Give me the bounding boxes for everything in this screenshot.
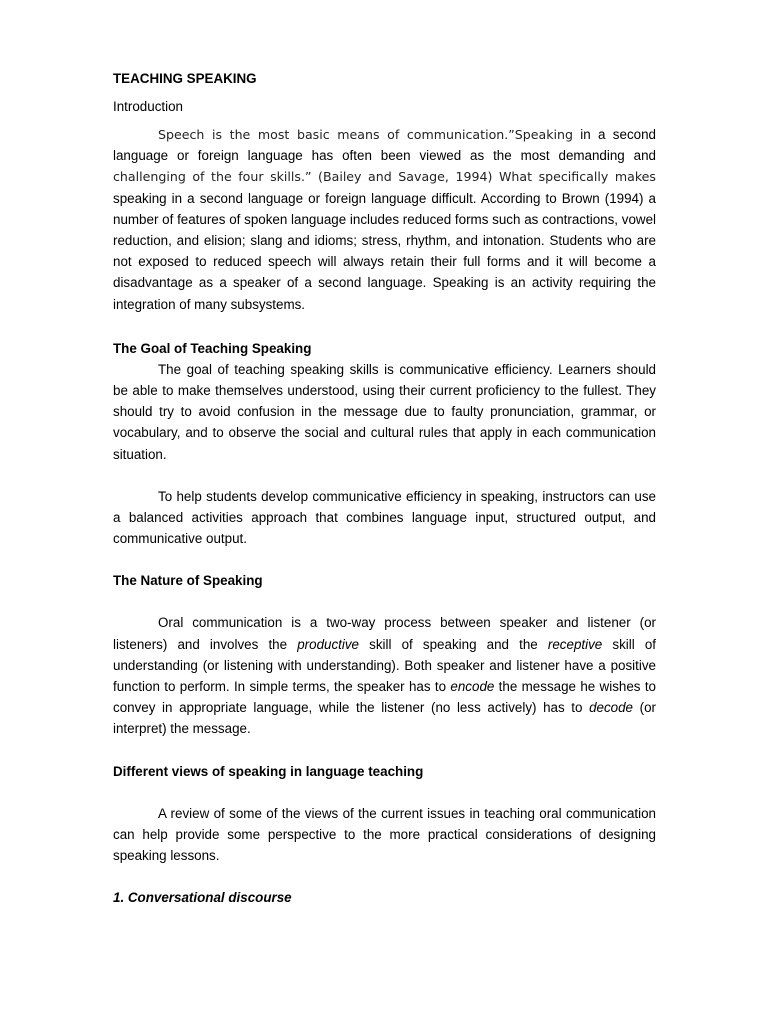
goal-paragraph-1: The goal of teaching speaking skills is communicative efficiency. Learners should be able to make themselves understood, using their current proficiency to the fullest. They should try to avoid confusion in the message due to faulty pronunciation, grammar, or vocabulary, and to observe the social and cultural rules that apply in each communication situation. [113, 361, 656, 462]
nature-text-2: skill of speaking and the [359, 636, 548, 652]
conversational-discourse-subheading: 1. Conversational discourse [113, 890, 292, 906]
nature-text-3: skill of understanding (or listening with understanding). Both speaker and listener have a positive function to perform. In simple terms, the speaker has to [113, 636, 656, 695]
intro-text-part4: speaking in a second language or foreign language difficult. According to Brown (1994) a number of features of spoken language includes reduced forms such as contractions, vowel reduction, and elision; slang and idioms; stress, rhythm, and intonation. Students who are not exposed to reduced speech will always retain their full forms and it will become a disadvantage as a speaker of a second language. Speaking is an activity requiring the integration of many subsystems. [113, 190, 656, 312]
views-heading: Different views of speaking in language teaching [113, 763, 424, 779]
nature-text-5: (or interpret) the message. [113, 700, 656, 737]
term-productive: productive [297, 636, 360, 652]
term-decode: decode [589, 700, 634, 716]
introduction-label: Introduction [113, 99, 183, 114]
goal-heading: The Goal of Teaching Speaking [113, 340, 312, 356]
intro-text-part2: in a second language or foreign language has often been viewed as the most demanding and [113, 127, 656, 164]
introduction-paragraph [113, 124, 656, 315]
views-paragraph: A review of some of the views of the current issues in teaching oral communication can help provide some perspective to the more practical considerations of designing speaking lessons. [113, 805, 656, 864]
goal-paragraph-2: To help students develop communicative efficiency in speaking, instructors can use a balanced activities approach that combines language input, structured output, and communicative output. [113, 488, 656, 547]
term-encode: encode [450, 679, 495, 695]
intro-text-part1: Speech is the most basic means of communication.”Speaking [158, 127, 573, 142]
nature-paragraph [113, 612, 656, 739]
document-title: TEACHING SPEAKING [113, 71, 257, 86]
intro-text-part3: challenging of the four skills.” (Bailey and Savage, 1994) What specifically makes [113, 169, 656, 185]
nature-heading: The Nature of Speaking [113, 573, 263, 589]
nature-text-1: Oral communication is a two-way process between speaker and listener (or listeners) and involves the [113, 615, 656, 652]
nature-text-4: the message he wishes to convey in appropriate language, while the listener (no less actively) has to [113, 679, 656, 716]
term-receptive: receptive [547, 636, 603, 652]
